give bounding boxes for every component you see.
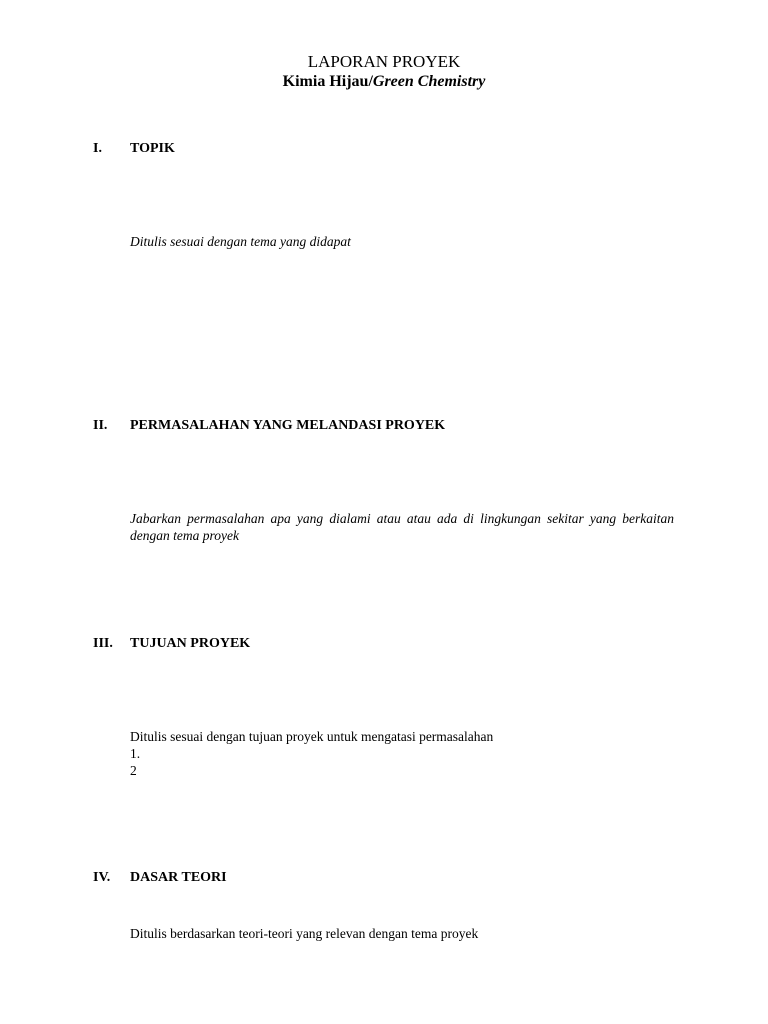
section-title: TUJUAN PROYEK xyxy=(130,636,251,651)
section-title: PERMASALAHAN YANG MELANDASI PROYEK xyxy=(130,418,446,433)
section-heading-permasalahan xyxy=(93,417,445,434)
section-number: III. xyxy=(93,636,113,651)
section-body-tujuan xyxy=(130,728,674,779)
section-title: TOPIK xyxy=(130,141,175,156)
section-body-topik: Ditulis sesuai dengan tema yang didapat xyxy=(130,234,351,249)
document-subtitle xyxy=(0,72,768,91)
section-body-dasar-teori: Ditulis berdasarkan teori-teori yang relevan dengan tema proyek xyxy=(130,926,479,941)
list-item: 2 xyxy=(130,763,137,778)
section-body-permasalahan: Jabarkan permasalahan apa yang dialami atau atau ada di lingkungan sekitar yang berkaitan dengan tema proyek xyxy=(130,511,674,543)
document-title: LAPORAN PROYEK xyxy=(307,52,461,71)
section-title: DASAR TEORI xyxy=(130,870,227,885)
title-block xyxy=(0,52,768,91)
section-heading-topik xyxy=(93,140,175,157)
section-body-text: Ditulis sesuai dengan tujuan proyek untuk mengatasi permasalahan xyxy=(130,729,494,744)
section-number: IV. xyxy=(93,870,111,885)
section-heading-tujuan xyxy=(93,635,250,652)
list-item: 1. xyxy=(130,746,141,761)
section-number: I. xyxy=(93,141,102,156)
subtitle-main: Kimia Hijau/ xyxy=(282,73,373,90)
subtitle-italic: Green Chemistry xyxy=(372,73,486,90)
section-number: II. xyxy=(93,418,108,433)
section-heading-dasar-teori xyxy=(93,869,227,886)
